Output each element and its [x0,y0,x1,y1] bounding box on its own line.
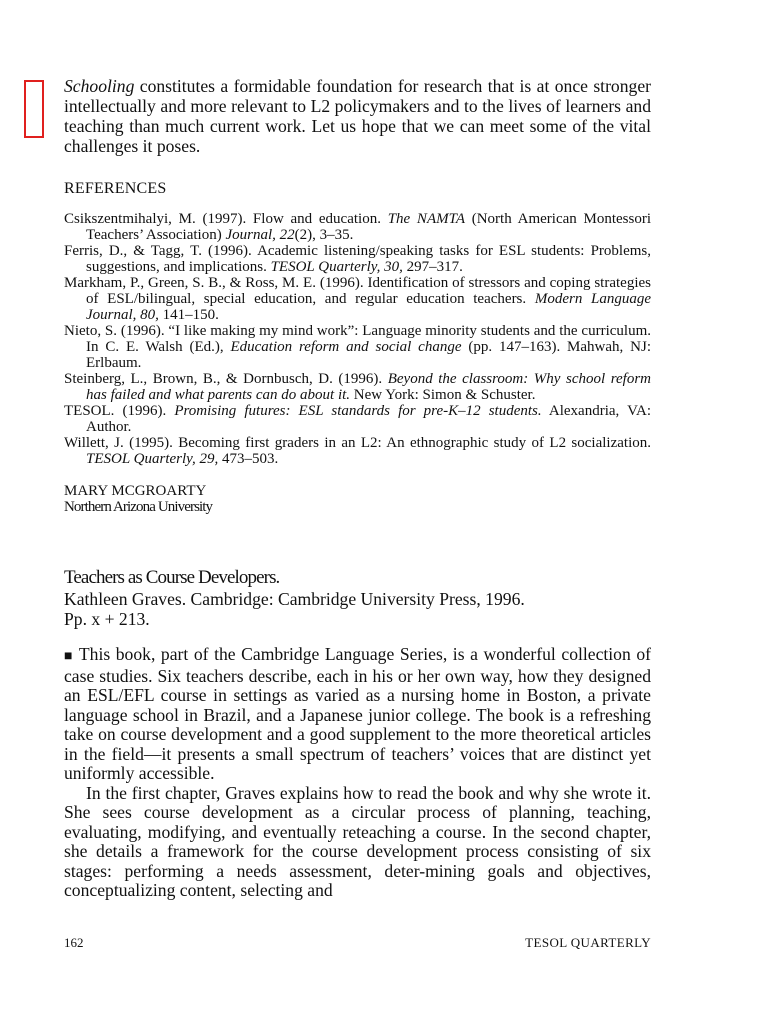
reviewer-name: MARY MCGROARTY [64,483,207,499]
reference-item: Markham, P., Green, S. B., & Ross, M. E. (1996). Identification of stressors and coping strategies of ESL/bilingual, special education, and regular education teachers. Modern Language Journal, 80, 141–150. [64,275,651,323]
reference-item: Csikszentmihalyi, M. (1997). Flow and education. The NAMTA (North American Montessori Teachers’ Association) Journal, 22(2), 3–35. [64,211,651,243]
red-margin-marker [24,80,44,138]
reference-item: Nieto, S. (1996). “I like making my mind work”: Language minority students and the curriculum. In C. E. Walsh (Ed.), Education reform and social change (pp. 147–163). Mahwah, NJ: Erlbaum. [64,323,651,371]
review-title: Teachers as Course Developers. [64,567,280,588]
reference-list [64,211,651,467]
running-footer: TESOL QUARTERLY [525,935,651,950]
bullet-icon: ■ [64,649,74,664]
intro-paragraph [64,76,651,156]
publication-line: Kathleen Graves. Cambridge: Cambridge University Press, 1996. [64,589,525,609]
review-paragraph-1: ■ This book, part of the Cambridge Language Series, is a wonderful collection of case studies. Six teachers describe, each in his or her own way, how they designed an ESL/EFL course in settings as varied as a nursing home in Boston, a private language school in Brazil, and a Japanese junior college. The book is a refreshing take on course development and a good supplement to the more theoretical articles in the field—it presents a small spectrum of teachers’ voices that are distinct yet uniformly accessible. [64,644,651,783]
reference-item: Ferris, D., & Tagg, T. (1996). Academic listening/speaking tasks for ESL students: Problems, suggestions, and implications. TESOL Quarterly, 30, 297–317. [64,243,651,275]
reference-item: Willett, J. (1995). Becoming first graders in an L2: An ethnographic study of L2 socialization. TESOL Quarterly, 29, 473–503. [64,435,651,467]
reference-item: TESOL. (1996). Promising futures: ESL standards for pre-K–12 students. Alexandria, VA: Author. [64,403,652,435]
intro-italic: Schooling [64,76,135,96]
publication-details [64,589,651,629]
references-heading: REFERENCES [64,180,167,197]
page-count: Pp. x + 213. [64,609,150,629]
reference-item: Steinberg, L., Brown, B., & Dornbusch, D. (1996). Beyond the classroom: Why school reform has failed and what parents can do about it. New York: Simon & Schuster. [64,371,651,403]
review-body [64,645,651,901]
review-paragraph-2: In the first chapter, Graves explains how to read the book and why she wrote it. She sees course development as a circular process of planning, teaching, evaluating, modifying, and eventually reteaching a course. In the second chapter, she details a framework for the course development process consisting of six stages: performing a needs assessment, deter-mining goals and objectives, conceptualizing content, selecting and [64,782,651,900]
page-number: 162 [64,935,84,950]
reviewer-affiliation: Northern Arizona University [64,499,213,515]
reviewer-signature [64,483,651,515]
intro-text: constitutes a formidable foundation for research that is at once stronger intellectually and more relevant to L2 policymakers and to the lives of learners and teaching than much current work. Let us hope that we can meet some of the vital challenges it poses. [64,76,651,156]
